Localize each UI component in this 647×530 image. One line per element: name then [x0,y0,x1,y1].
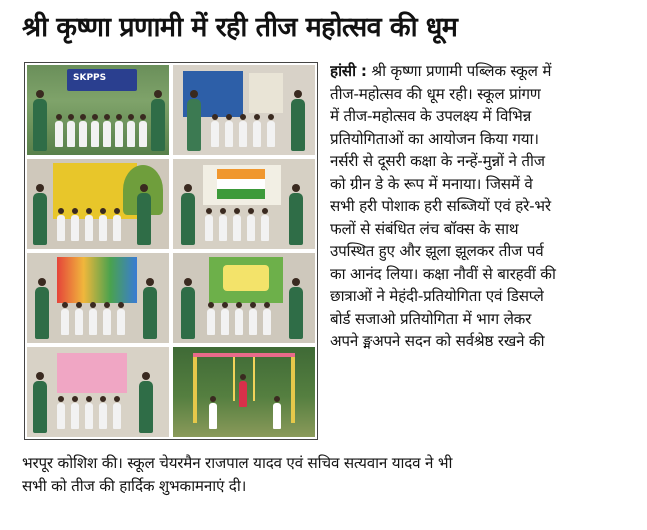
article-line: अपने ङ्मअपने सदन को सर्वश्रेष्ठ रखने की [330,332,545,350]
article-line: में तीज-महोत्सव के उपलक्ष्य में विभिन्न [330,107,532,125]
page-top-strip [0,0,647,3]
article-line: भरपूर कोशिश की। स्कूल चेयरमैन राजपाल यादव एवं सचिव सत्यवान यादव ने भी [22,454,453,472]
photo-display-board-white [173,159,315,249]
headline: श्री कृष्णा प्रणामी में रही तीज महोत्सव की धूम [22,12,458,43]
article-line: प्रतियोगिताओं का आयोजन किया गया। [330,129,539,148]
article-line: सभी हरी पोशाक हरी सब्जियों एवं हरे-भरे [330,197,551,215]
photo-display-board-pink [27,347,169,437]
dateline: हांसी : [330,62,367,80]
article-line: फलों से संबंधित लंच बॉक्स के साथ [330,219,519,238]
photo-display-board-blue [173,65,315,155]
article-line: को ग्रीन डे के रूप में मनाया। जिसमें वे [330,174,533,193]
photo-collage [24,62,318,440]
photo-display-board-green [173,253,315,343]
article-line: छात्राओं ने मेहंदी-प्रतियोगिता एवं डिसप्ले [330,287,544,305]
article-continuation [22,452,638,497]
article-line: नर्सरी से दूसरी कक्षा के नन्हें-मुन्नों ने तीज [330,152,545,170]
photo-display-board-yellow [27,159,169,249]
article-line: बोर्ड सजाओ प्रतियोगिता में भाग लेकर [330,309,532,328]
photo-display-board-colorful [27,253,169,343]
article-line: उपस्थित हुए और झूला झूलकर तीज पर्व [330,242,544,260]
photo-swing-outdoor [173,347,315,437]
photo-group-banner [27,65,169,155]
article-line: का आनंद लिया। कक्षा नौवीं से बारहवीं की [330,264,556,283]
article-body [330,60,638,353]
article-line: सभी को तीज की हार्दिक शुभकामनाएं दी। [22,476,247,495]
photo-banner-text: SKPPS [73,73,107,83]
article-line: श्री कृष्णा प्रणामी पब्लिक स्कूल में [371,62,552,80]
article-line: तीज-महोत्सव की धूम रही। स्कूल प्रांगण [330,84,541,103]
